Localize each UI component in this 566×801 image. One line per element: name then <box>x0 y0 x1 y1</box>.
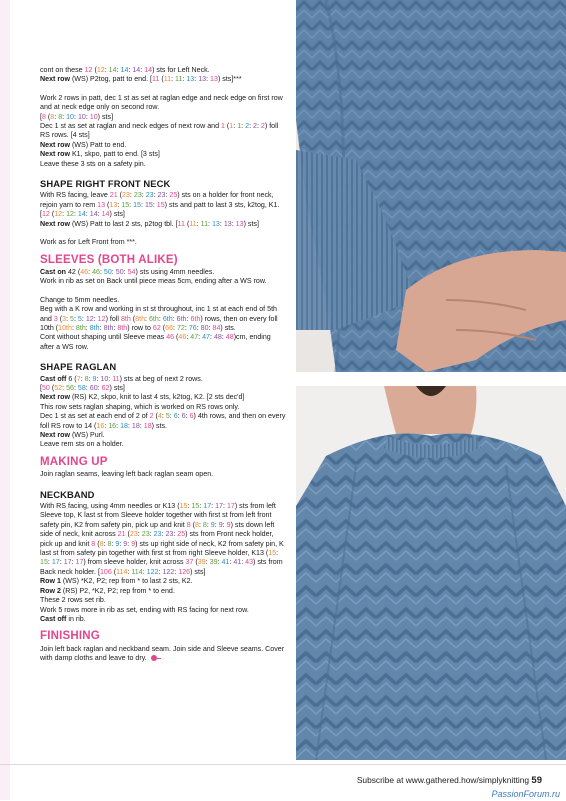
sleeve-rib: Work in rib as set on Back until piece meas 5cm, ending after a WS row. <box>40 277 267 286</box>
photo-raglan-yoke <box>296 386 566 760</box>
leave-sts: Leave these 3 sts on a safety pin. <box>40 159 146 168</box>
page-number: 59 <box>531 775 542 786</box>
page-footer <box>0 764 566 801</box>
next-row-patt: Next row (WS) Patt to end. <box>40 140 127 149</box>
pattern-text-column <box>40 66 286 664</box>
next-row-skpo: Next row K1, skpo, patt to end. [3 sts] <box>40 150 160 159</box>
raglan-dec: Dec 1 st as set at each end of 2 of 2 (4: 5: 6: 6: 6) 4th rows, and then on every foll RS row to 14 (16: 16: 18: 18: 18) sts. <box>40 412 286 430</box>
raglan-leave: Leave rem sts on a holder. <box>40 440 124 449</box>
subscribe-line: Subscribe at www.gathered.how/simplyknitting 59 <box>356 775 542 786</box>
page-edge-strip <box>0 0 10 800</box>
raglan-st-count: [50 (52: 56: 58: 60: 62) sts] <box>40 383 125 392</box>
heading-finishing: FINISHING <box>40 630 100 643</box>
next-row-p2tog-tbl: Next row (WS) Patt to last 2 sts, p2tog tbl. [11 (11: 11: 13: 13: 13) sts] <box>40 219 259 228</box>
neckband-cast-off: Cast off in rib. <box>40 614 86 623</box>
heading-shape-right-front-neck: SHAPE RIGHT FRONT NECK <box>40 178 171 190</box>
neckband-sets-rib: These 2 rows set rib. <box>40 596 106 605</box>
heading-shape-raglan: SHAPE RAGLAN <box>40 361 117 373</box>
heading-neckband: NECKBAND <box>40 488 95 500</box>
neckband-pickup: With RS facing, using 4mm needles or K13 (15: 15: 17: 17: 17) sts from left Sleeve top, K last st from Sleeve holder together with first st from left front safety pin, K2 from safety pin, pick up and knit 8 (8: 8: 9: 9: 9) sts down left side of neck, knit across 21 (23: 23: 23: 23: 25) sts from Front neck holder, pick up and knit 8 (8: 8: 9: 9: 9) sts up right side of neck, K2 from safety pin, K last st from safety pin together with first st from right Sleeve holder, K13 (15: 15: 17: 17: 17) from sleeve holder, knit across 37 (39: 39: 41: 41: 43) sts from Back neck holder. [106 (114: 114: 122: 122: 126) sts] <box>40 502 284 576</box>
watermark: PassionForum.ru <box>491 789 560 799</box>
st-count-8: [8 (8: 8: 10: 10: 10) sts] <box>40 112 114 121</box>
sleeve-change-needles: Change to 5mm needles. <box>40 295 120 304</box>
photo-sleeve-closeup <box>296 0 566 372</box>
work-2-rows: Work 2 rows in patt, dec 1 st as set at raglan edge and neck edge on first row and at neck edge only on second row. <box>40 93 283 112</box>
sleeve-cast-on: Cast on 42 (46: 46: 50: 50: 54) sts using 4mm needles. <box>40 267 215 276</box>
rs-facing-leave: With RS facing, leave 21 (23: 23: 23: 23: 25) sts on a holder for front neck, rejoin yarn to rem 13 (13: 15: 15: 15: 15) sts and patt to last 3 sts, k2tog, K1. [12 (12: 12: 14: 14: 14) sts] <box>40 191 280 219</box>
neckband-row-2: Row 2 (RS) P2, *K2, P2; rep from * to end. <box>40 586 175 595</box>
making-up-text: Join raglan seams, leaving left back raglan seam open. <box>40 470 214 479</box>
sleeve-increases: Beg with a K row and working in st st throughout, inc 1 st at each end of 5th and 3 (3: 5: 5: 12: 12) foll 8th (8th: 6th: 6th: 6th: 6th) rows, then on every foll 10th (10th: 8th: 8th: 8th: 8th) row to 62 (66: 72: 76: 80: 84) sts. <box>40 305 278 332</box>
finishing-text: Join left back raglan and neckband seam. Join side and Sleeve seams. Cover with damp cloths and leave to dry. <box>40 644 285 663</box>
raglan-next-row-rs: Next row (RS) K2, skpo, knit to last 4 sts, k2tog, K2. [2 sts dec'd] <box>40 393 245 402</box>
neckband-row-1: Row 1 (WS) *K2, P2; rep from * to last 2 sts, K2. <box>40 577 193 586</box>
neckband-work-5: Work 5 rows more in rib as set, ending with RS facing for next row. <box>40 605 249 614</box>
next-row-p2tog: Next row (WS) P2tog, patt to end. [11 (11: 11: 13: 13: 13) sts]*** <box>40 75 242 84</box>
dec-raglan-neck: Dec 1 st as set at raglan and neck edges of next row and 1 (1: 1: 2: 2: 2) foll RS rows. [4 sts] <box>40 122 279 140</box>
raglan-cast-off: Cast off 6 (7: 8: 9: 10: 11) sts at beg of next 2 rows. <box>40 374 203 383</box>
heading-sleeves: SLEEVES (BOTH ALIKE) <box>40 253 178 266</box>
heading-making-up: MAKING UP <box>40 455 108 468</box>
raglan-next-row-ws: Next row (WS) Purl. <box>40 431 105 439</box>
sleeve-length: Cont without shaping until Sleeve meas 46 (46: 47: 47: 48: 48)cm, ending after a WS row. <box>40 333 271 351</box>
left-neck-line: cont on these 12 (12: 14: 14: 14: 14) sts for Left Neck. <box>40 66 210 74</box>
work-as-left-front: Work as for Left Front from ***. <box>40 238 137 247</box>
raglan-sets: This row sets raglan shaping, which is worked on RS rows only. <box>40 402 240 411</box>
